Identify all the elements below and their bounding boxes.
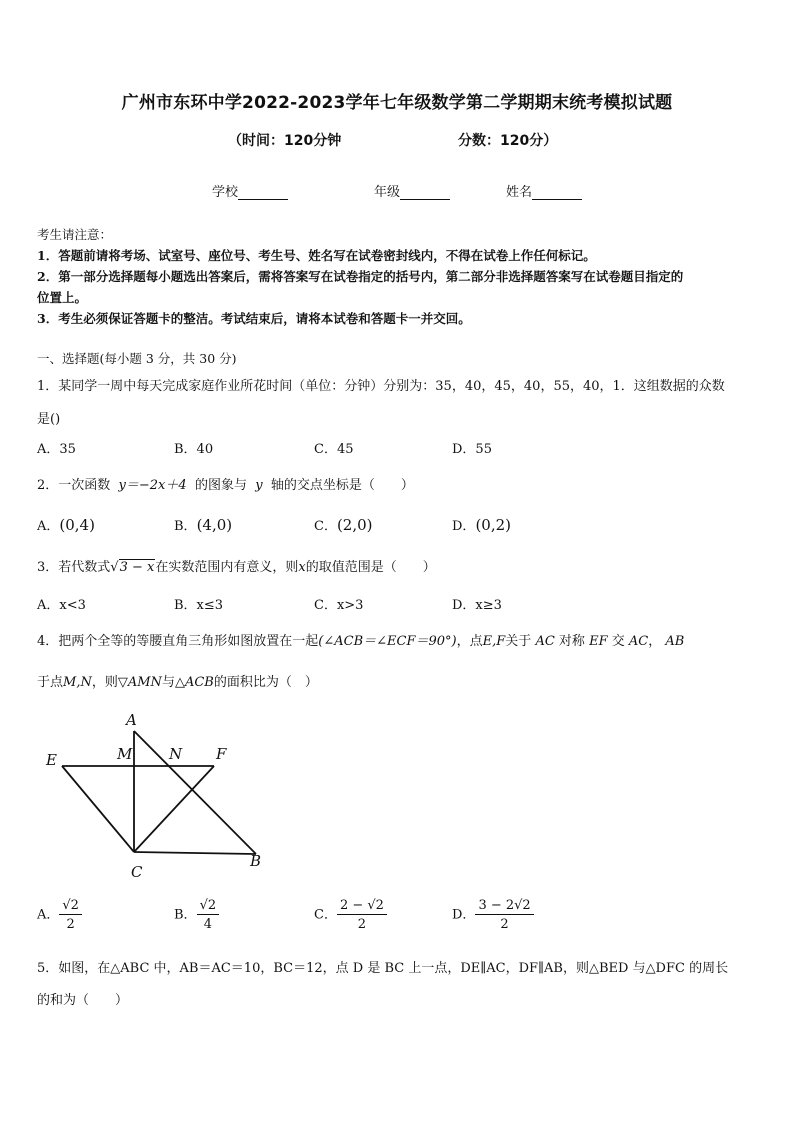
q1-option-b[interactable]: B．40 (174, 442, 214, 457)
q2-option-c[interactable] (314, 515, 373, 534)
exam-score: 分数：120分） (458, 133, 558, 149)
q4-triangle-acb: △ACB (174, 675, 214, 690)
notice-item-2: 2．第一部分选择题每小题选出答案后，需将答案写在试卷指定的括号内，第二部分非选择题答案写在试卷题目指定的 (37, 269, 684, 284)
q5-stem: 5．如图，在△ABC 中，AB＝AC＝10，BC＝12，点 D 是 BC 上一点，DE∥AC，DF∥AB，则△BED 与△DFC 的周长 (37, 961, 729, 976)
q4-triangle-amn: ▽AMN (117, 675, 162, 690)
q4-option-c[interactable] (314, 898, 387, 932)
q1-option-c[interactable]: C．45 (314, 442, 354, 457)
q4-text-10: 的面积比为（ ） (213, 675, 318, 690)
q4-text-3: 关于 (505, 634, 532, 649)
label-a: A (126, 711, 137, 729)
q4-option-a-numerator: √2 (59, 898, 82, 915)
q2-stem (37, 474, 414, 493)
school-label: 学校 (212, 185, 239, 200)
q5-stem-cont: 的和为（ ） (37, 993, 129, 1008)
grade-blank[interactable] (400, 186, 450, 200)
q3-text-post: 的取值范围是（ ） (305, 560, 436, 575)
q2-option-b-letter: B． (174, 519, 197, 534)
label-c: C (131, 863, 143, 881)
q2-var-y: y (255, 478, 263, 493)
q2-option-d-letter: D． (452, 519, 476, 534)
q4-option-a-denominator: 2 (66, 917, 75, 932)
q4-line-ac: AC (535, 634, 555, 649)
q4-text-8: ，则 (91, 675, 118, 690)
q4-text-9: 与 (161, 675, 175, 690)
q2-option-c-value: (2,0) (336, 516, 373, 534)
q4-option-a-letter: A． (37, 907, 60, 923)
q4-text-5: 交 (611, 634, 625, 649)
q4-option-d[interactable] (452, 898, 534, 932)
q4-option-b[interactable] (174, 898, 219, 932)
q3-option-c[interactable]: C．x>3 (314, 598, 364, 613)
sqrt-icon: √ (110, 560, 119, 575)
notice-block (37, 224, 683, 329)
segment-fc (134, 766, 214, 852)
q2-option-a-value: (0,4) (59, 516, 95, 534)
q3-option-a[interactable]: A．x<3 (37, 598, 86, 613)
q4-text-1: 4．把两个全等的等腰直角三角形如图放置在一起 (37, 634, 319, 649)
q4-option-b-letter: B． (174, 907, 197, 923)
exam-time: （时间：120分钟 (228, 133, 342, 149)
label-n: N (169, 745, 183, 763)
q4-option-d-fraction (475, 898, 533, 932)
notice-item-3: 3．考生必须保证答题卡的整洁。考试结束后，请将本试卷和答题卡一并交回。 (37, 311, 471, 326)
q4-option-a-fraction (59, 898, 82, 932)
grade-field (374, 181, 450, 200)
q4-option-d-numerator: 3 − 2√2 (475, 898, 533, 915)
q3-radicand: 3 − x (119, 560, 155, 575)
q4-points-ef: E,F (482, 634, 506, 649)
q3-text-mid: 在实数范围内有意义，则 (155, 560, 299, 575)
q1-stem-cont: 是() (37, 412, 61, 427)
school-field (212, 181, 288, 200)
q3-var-x: x (298, 560, 306, 575)
q4-option-c-denominator: 2 (357, 917, 367, 932)
q4-option-c-fraction (337, 898, 387, 932)
q4-stem-cont (37, 671, 318, 690)
q2-option-b-value: (4,0) (196, 516, 233, 534)
grade-label: 年级 (374, 185, 401, 200)
page-title: 广州市东环中学2022-2023学年七年级数学第二学期期末统考模拟试题 (121, 93, 673, 113)
q2-option-d[interactable] (452, 515, 511, 534)
q2-option-a-letter: A． (37, 519, 60, 534)
q4-line-ef: EF (589, 634, 608, 649)
segment-ec (62, 766, 134, 852)
q2-option-b[interactable] (174, 515, 232, 534)
name-blank[interactable] (532, 186, 582, 200)
q2-text-post: 轴的交点坐标是（ ） (270, 478, 414, 493)
school-blank[interactable] (238, 186, 288, 200)
q4-text-2: ，点 (456, 634, 483, 649)
q4-geometry-figure (40, 705, 280, 885)
label-m: M (117, 745, 133, 763)
notice-heading: 考生请注意： (37, 227, 113, 242)
q4-option-a[interactable] (37, 898, 82, 932)
q4-option-d-letter: D． (452, 907, 476, 923)
q2-equation: y＝−2x＋4 (118, 478, 187, 493)
q4-option-d-denominator: 2 (500, 917, 509, 932)
q4-text-6: ， (648, 634, 662, 649)
q2-text-pre: 2．一次函数 (37, 478, 111, 493)
q3-stem (37, 556, 436, 575)
q2-option-c-letter: C． (314, 519, 337, 534)
notice-item-2-cont: 位置上。 (37, 290, 88, 305)
q1-option-d[interactable]: D．55 (452, 442, 492, 457)
q4-option-c-letter: C． (314, 907, 337, 923)
label-b: B (250, 852, 262, 870)
q4-line-ac-2: AC (628, 634, 649, 649)
q4-line-ab: AB (665, 634, 685, 649)
q2-option-d-value: (0,2) (475, 516, 511, 534)
q1-option-a[interactable]: A．35 (37, 442, 76, 457)
section-heading: 一、选择题(每小题 3 分，共 30 分) (37, 351, 237, 366)
segment-cb (134, 852, 256, 854)
q3-text-pre: 3．若代数式 (37, 560, 111, 575)
notice-item-1: 1．答题前请将考场、试室号、座位号、考生号、姓名写在试卷密封线内，不得在试卷上作任何标记。 (37, 248, 596, 263)
q4-text-4: 对称 (558, 634, 585, 649)
q4-option-b-fraction (197, 898, 220, 932)
q4-angle: (∠ACB＝∠ECF＝90°) (318, 634, 457, 649)
q4-option-b-numerator: √2 (197, 898, 220, 915)
q4-option-c-numerator: 2 − √2 (337, 898, 387, 915)
q4-stem (37, 630, 684, 649)
name-field (506, 181, 582, 200)
q1-stem: 1．某同学一周中每天完成家庭作业所花时间（单位：分钟）分别为：35，40，45，40，55，40，1．这组数据的众数 (37, 379, 725, 394)
q4-points-mn: M,N (63, 675, 92, 690)
q2-option-a[interactable] (37, 515, 95, 534)
segment-ab (134, 731, 256, 854)
label-e: E (46, 751, 57, 769)
q4-option-b-denominator: 4 (203, 917, 212, 932)
q2-text-mid: 的图象与 (194, 478, 247, 493)
q4-text-7: 于点 (37, 675, 64, 690)
label-f: F (216, 745, 227, 763)
q3-option-b[interactable]: B．x≤3 (174, 598, 224, 613)
name-label: 姓名 (506, 185, 533, 200)
q3-option-d[interactable]: D．x≥3 (452, 598, 502, 613)
